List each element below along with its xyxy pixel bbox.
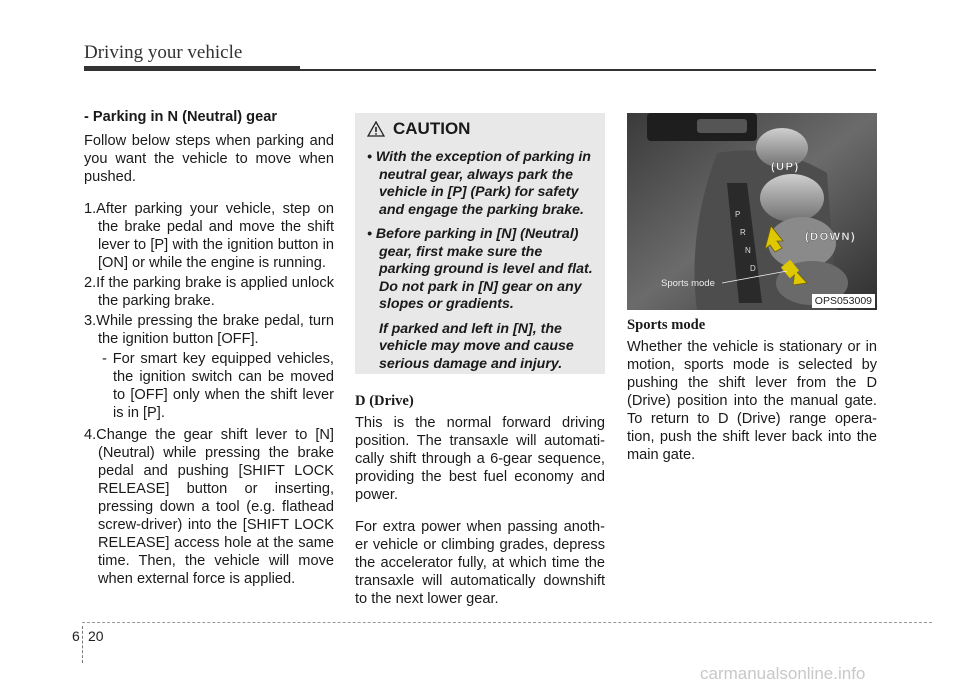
up-label: (UP) (771, 161, 800, 173)
caution-item-1: • With the exception of parking in neutral gear, always park the vehicle in [P] (Park) for safety and engage the parking brake. (367, 149, 591, 218)
down-label: (DOWN) (805, 231, 857, 243)
intro-paragraph: Follow below steps when parking and you want the vehicle to move when pushed. (84, 133, 334, 185)
column-drive (355, 392, 605, 622)
column-sports-mode (627, 316, 877, 478)
step-3-note: - For smart key equipped vehicles, the ignition switch can be moved to [OFF] only when the shift lever is in [P]. (102, 351, 334, 421)
footer-divider (82, 626, 83, 663)
step-4: 4.Change the gear shift lever to [N] (Neutral) while pressing the brake pedal and pushing [SHIFT LOCK RELEASE] button or inserting, pressing down a tool (e.g. flathead screw-driver) into the [SHIFT LOCK RELEASE] access hole at the same time. Then, the vehicle will move when external force is applied. (84, 427, 334, 587)
header-rule-thick (84, 66, 300, 71)
header-rule-thin (300, 69, 876, 71)
caution-box (355, 113, 605, 374)
gear-letter-d: D (750, 264, 756, 273)
caution-title: CAUTION (393, 119, 471, 138)
caution-item-2: • Before parking in [N] (Neutral) gear, first make sure the parking ground is level and flat. Do not park in [N] gear on any slopes or gradients. (367, 226, 593, 312)
section-heading: - Parking in N (Neutral) gear (84, 109, 277, 125)
step-2: 2.If the parking brake is applied unlock the parking brake. (84, 275, 334, 309)
gear-letter-p: P (735, 210, 741, 219)
shift-lever-photo (627, 113, 877, 310)
caution-list (367, 149, 597, 373)
photo-code: OPS053009 (812, 294, 875, 308)
column-parking-neutral (84, 108, 334, 590)
drive-paragraph-2: For extra power when passing anoth-er vehicle or climbing grades, depress the accelerator fully, at which time the transaxle will automatically downshift to the next lower gear. (355, 519, 605, 607)
warning-triangle-icon (367, 121, 385, 137)
drive-heading: D (Drive) (355, 393, 414, 409)
gear-letter-r: R (740, 228, 746, 237)
drive-paragraph-1: This is the normal forward driving position. The transaxle will automati-cally shift through a 6-gear sequence, providing the best fuel economy and power. (355, 415, 605, 503)
page-header-title: Driving your vehicle (84, 42, 243, 63)
shift-lever-illustration (627, 113, 877, 310)
footer-dashed-rule (82, 622, 932, 623)
caution-continuation: If parked and left in [N], the vehicle may move and cause serious damage and injury. (379, 320, 574, 372)
chapter-number: 6 (72, 628, 80, 644)
caution-header (367, 119, 470, 139)
gear-letter-n: N (745, 246, 751, 255)
sports-heading: Sports mode (627, 317, 706, 333)
watermark: carmanualsonline.info (700, 664, 866, 683)
step-3: 3.While pressing the brake pedal, turn the ignition button [OFF]. (84, 313, 334, 347)
step-1: 1.After parking your vehicle, step on the brake pedal and move the shift lever to [P] with the ignition button in [ON] or while the engine is running. (84, 201, 334, 271)
sports-paragraph: Whether the vehicle is stationary or in motion, sports mode is selected by pushing the shift lever from the D (Drive) position into the manual gate. To return to D (Drive) range opera-tion, push the shift lever back into the main gate. (627, 339, 877, 463)
page-number: 20 (88, 628, 104, 644)
sports-mode-label: Sports mode (661, 278, 715, 289)
